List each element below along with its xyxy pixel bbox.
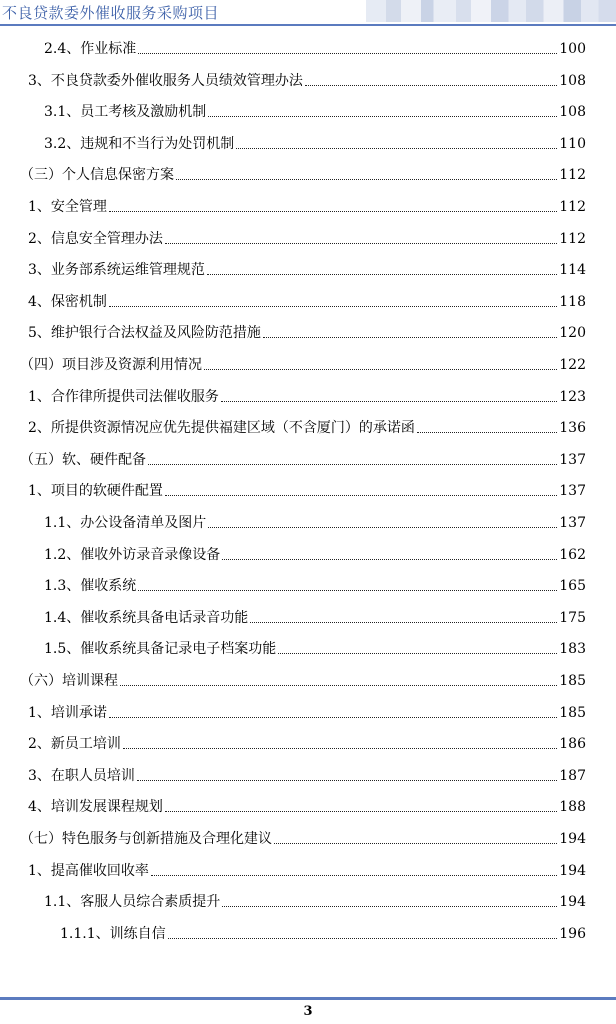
toc-dot-leader bbox=[222, 906, 557, 907]
toc-entry[interactable] bbox=[28, 386, 586, 406]
toc-entry[interactable] bbox=[28, 765, 586, 785]
toc-entry[interactable] bbox=[44, 512, 586, 532]
toc-dot-leader bbox=[250, 622, 557, 623]
toc-entry[interactable] bbox=[44, 638, 586, 658]
toc-entry[interactable] bbox=[28, 733, 586, 753]
toc-entry-page: 188 bbox=[559, 799, 586, 815]
toc-dot-leader bbox=[278, 653, 557, 654]
toc-entry-page: 112 bbox=[559, 231, 586, 247]
toc-entry-label: （四）项目涉及资源利用情况 bbox=[20, 357, 202, 373]
toc-dot-leader bbox=[208, 116, 557, 117]
toc-dot-leader bbox=[208, 527, 557, 528]
toc-entry[interactable] bbox=[28, 860, 586, 880]
toc-dot-leader bbox=[204, 369, 557, 370]
toc-entry-label: 1.1.1、训练自信 bbox=[60, 926, 166, 942]
toc-entry[interactable] bbox=[20, 164, 586, 184]
toc-entry-label: 1、项目的软硬件配置 bbox=[28, 483, 163, 499]
toc-entry[interactable] bbox=[28, 228, 586, 248]
page-header bbox=[0, 0, 616, 26]
toc-entry-page: 137 bbox=[559, 483, 586, 499]
toc-dot-leader bbox=[138, 53, 557, 54]
toc-entry-label: （六）培训课程 bbox=[20, 673, 118, 689]
toc-dot-leader bbox=[168, 938, 558, 939]
toc-dot-leader bbox=[109, 211, 557, 212]
toc-entry[interactable] bbox=[28, 291, 586, 311]
toc-entry[interactable] bbox=[28, 796, 586, 816]
toc-dot-leader bbox=[151, 875, 557, 876]
header-divider bbox=[0, 24, 616, 26]
toc-dot-leader bbox=[236, 148, 557, 149]
toc-entry-page: 110 bbox=[559, 136, 586, 152]
toc-entry-page: 114 bbox=[559, 262, 586, 278]
toc-dot-leader bbox=[165, 243, 557, 244]
toc-entry-label: （三）个人信息保密方案 bbox=[20, 167, 174, 183]
toc-entry[interactable] bbox=[28, 259, 586, 279]
toc-dot-leader bbox=[274, 843, 557, 844]
toc-dot-leader bbox=[138, 590, 557, 591]
toc-entry-page: 112 bbox=[559, 167, 586, 183]
toc-entry-page: 185 bbox=[559, 673, 586, 689]
toc-entry-page: 162 bbox=[559, 547, 586, 563]
toc-dot-leader bbox=[123, 748, 557, 749]
toc-entry-label: 1、安全管理 bbox=[28, 199, 107, 215]
toc-entry-label: 1.4、催收系统具备电话录音功能 bbox=[44, 610, 249, 626]
toc-entry-label: 2、所提供资源情况应优先提供福建区域（不含厦门）的承诺函 bbox=[28, 420, 415, 436]
toc-entry-label: 1.2、催收外访录音录像设备 bbox=[44, 547, 221, 563]
toc-dot-leader bbox=[263, 337, 557, 338]
toc-entry-page: 187 bbox=[559, 768, 586, 784]
toc-dot-leader bbox=[165, 495, 557, 496]
toc-dot-leader bbox=[137, 780, 557, 781]
toc-entry[interactable] bbox=[44, 607, 586, 627]
toc-entry-page: 100 bbox=[559, 41, 586, 57]
toc-dot-leader bbox=[120, 685, 557, 686]
toc-entry-label: 3、在职人员培训 bbox=[28, 768, 135, 784]
footer-divider bbox=[0, 997, 616, 1000]
header-decoration bbox=[366, 0, 616, 22]
toc-dot-leader bbox=[222, 559, 557, 560]
toc-entry[interactable] bbox=[60, 923, 586, 943]
toc-entry-label: 2.4、作业标准 bbox=[44, 41, 137, 57]
toc-entry-label: 1.1、客服人员综合素质提升 bbox=[44, 894, 221, 910]
toc-dot-leader bbox=[417, 432, 557, 433]
toc-entry-label: 1.5、催收系统具备记录电子档案功能 bbox=[44, 641, 277, 657]
toc-dot-leader bbox=[109, 717, 557, 718]
toc-dot-leader bbox=[176, 179, 557, 180]
toc-entry-label: 1、提高催收回收率 bbox=[28, 863, 149, 879]
toc-entry-label: （七）特色服务与创新措施及合理化建议 bbox=[20, 831, 272, 847]
toc-entry-label: 1、培训承诺 bbox=[28, 705, 107, 721]
toc-entry-label: 2、信息安全管理办法 bbox=[28, 231, 163, 247]
toc-entry-page: 194 bbox=[559, 863, 586, 879]
toc-entry-page: 194 bbox=[559, 831, 586, 847]
toc-entry[interactable] bbox=[44, 101, 586, 121]
toc-entry-page: 108 bbox=[559, 104, 586, 120]
toc-dot-leader bbox=[148, 464, 557, 465]
toc-entry-page: 165 bbox=[559, 578, 586, 594]
header-title: 不良贷款委外催收服务采购项目 bbox=[2, 4, 220, 22]
toc-entry[interactable] bbox=[20, 354, 586, 374]
toc-entry-label: （五）软、硬件配备 bbox=[20, 452, 146, 468]
toc-entry-label: 3.2、违规和不当行为处罚机制 bbox=[44, 136, 235, 152]
toc-entry[interactable] bbox=[44, 133, 586, 153]
toc-entry-page: 175 bbox=[559, 610, 586, 626]
toc-entry-page: 196 bbox=[559, 926, 586, 942]
toc-entry-label: 1.1、办公设备清单及图片 bbox=[44, 515, 207, 531]
toc-entry-label: 3.1、员工考核及激励机制 bbox=[44, 104, 207, 120]
toc-entry[interactable] bbox=[28, 322, 586, 342]
toc-entry[interactable] bbox=[20, 828, 586, 848]
toc-dot-leader bbox=[221, 401, 557, 402]
toc-entry[interactable] bbox=[28, 702, 586, 722]
toc-entry-label: 1、合作律所提供司法催收服务 bbox=[28, 389, 219, 405]
toc-dot-leader bbox=[305, 85, 557, 86]
toc-entry-label: 5、维护银行合法权益及风险防范措施 bbox=[28, 325, 261, 341]
toc-entry-page: 123 bbox=[559, 389, 586, 405]
toc-entry-page: 186 bbox=[559, 736, 586, 752]
toc-entry-page: 185 bbox=[559, 705, 586, 721]
toc-dot-leader bbox=[207, 274, 557, 275]
toc-entry-label: 2、新员工培训 bbox=[28, 736, 121, 752]
toc-entry[interactable] bbox=[44, 38, 586, 58]
toc-entry-page: 136 bbox=[559, 420, 586, 436]
toc-entry[interactable] bbox=[28, 196, 586, 216]
toc-entry-page: 108 bbox=[559, 73, 586, 89]
toc-entry-label: 4、培训发展课程规划 bbox=[28, 799, 163, 815]
toc-entry[interactable] bbox=[20, 449, 586, 469]
toc-entry[interactable] bbox=[28, 417, 586, 437]
toc-entry[interactable] bbox=[28, 480, 586, 500]
toc-entry[interactable] bbox=[44, 544, 586, 564]
toc-entry-page: 183 bbox=[559, 641, 586, 657]
toc-entry-page: 137 bbox=[559, 452, 586, 468]
toc-entry[interactable] bbox=[44, 891, 586, 911]
toc-dot-leader bbox=[165, 811, 557, 812]
toc-entry-label: 3、业务部系统运维管理规范 bbox=[28, 262, 205, 278]
toc-entry-page: 112 bbox=[559, 199, 586, 215]
toc-entry-label: 1.3、催收系统 bbox=[44, 578, 137, 594]
toc-entry[interactable] bbox=[44, 575, 586, 595]
toc-entry[interactable] bbox=[20, 670, 586, 690]
toc-dot-leader bbox=[109, 306, 557, 307]
toc-entry[interactable] bbox=[28, 70, 586, 90]
toc-entry-page: 122 bbox=[559, 357, 586, 373]
toc-entry-page: 194 bbox=[559, 894, 586, 910]
toc-entry-label: 3、不良贷款委外催收服务人员绩效管理办法 bbox=[28, 73, 303, 89]
toc-entry-label: 4、保密机制 bbox=[28, 294, 107, 310]
toc-entry-page: 137 bbox=[559, 515, 586, 531]
toc-entry-page: 118 bbox=[559, 294, 586, 310]
page-number: 3 bbox=[303, 1004, 313, 1019]
toc-entry-page: 120 bbox=[559, 325, 586, 341]
